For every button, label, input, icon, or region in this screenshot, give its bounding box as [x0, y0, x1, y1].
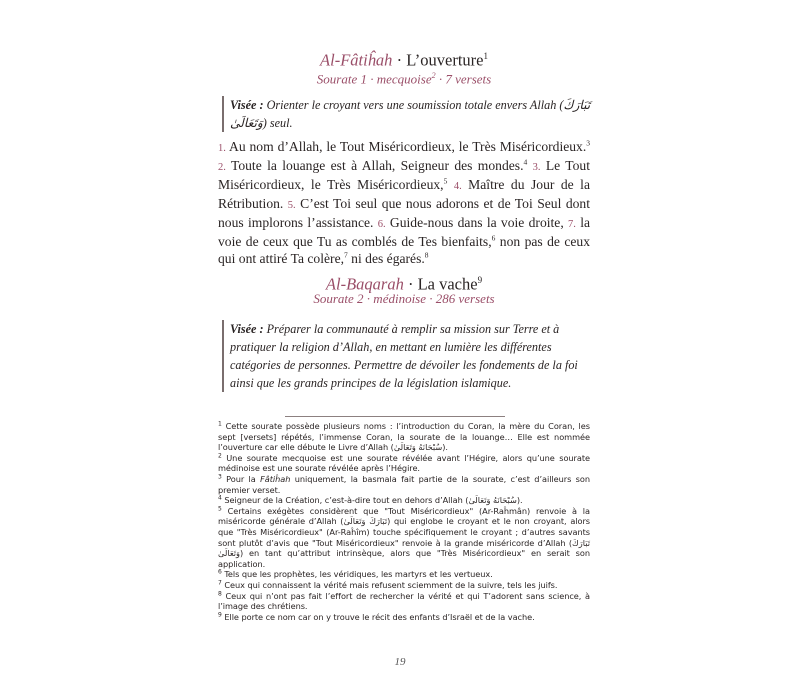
footnote-number: 3	[218, 473, 222, 481]
footnote-ref: 5	[443, 176, 448, 186]
verse-number: 5.	[287, 200, 296, 211]
footnote-text: Seigneur de la Création, c’est-à-dire tout en dehors d’Allah (سُبْحَانَهُ وَتَعَالَىٰ).	[224, 495, 523, 506]
footnote-text: Cette sourate possède plusieurs noms : l’introduction du Coran, la mère du Coran, les sept [versets] répétés, l’immense Coran, la sourate de la louange… Elle est nommée l’ouverture car elle débute le Livre d’Allah (سُبْحَانَهُ وَتَعَالَىٰ).	[218, 421, 590, 453]
footnotes	[218, 421, 590, 622]
surah-1-visee	[222, 96, 594, 132]
surah-1-transliteration: Al-Fâtiĥah	[320, 50, 393, 70]
title-separator: ·	[392, 50, 407, 70]
footnote-text: Elle porte ce nom car on y trouve le récit des enfants d’Israël et de la vache.	[224, 611, 535, 622]
footnote	[218, 591, 590, 612]
visee-label: Visée :	[230, 322, 264, 336]
verse-number: 4.	[453, 181, 462, 192]
verse-text: la voie de ceux que Tu as comblés de Tes bienfaits,	[218, 215, 591, 249]
verse-text: Maître du Jour de la Rétribution.	[218, 177, 590, 211]
verse-number: 1.	[218, 143, 226, 154]
verse-number: 7.	[568, 219, 576, 230]
footnote	[218, 495, 590, 506]
surah-1-subtitle	[218, 67, 590, 87]
surah-2-subtitle: Sourate 2 · médinoise · 286 versets	[313, 291, 495, 306]
footnote-text: Fâtiĥah	[260, 473, 291, 484]
surah-2-visee	[222, 320, 594, 392]
footnote	[218, 421, 590, 453]
footnote-text: Une sourate mecquoise est une sourate révélée avant l’Hégire, alors qu’une sourate médinoise est une sourate révélée après l’Hégire.	[218, 452, 590, 474]
footnote-number: 1	[218, 420, 222, 428]
footnote-number: 8	[218, 589, 222, 597]
footnote-number: 4	[218, 494, 222, 502]
footnote	[218, 580, 590, 591]
footnote	[218, 453, 590, 474]
surah-1-subtitle-b: · 7 versets	[435, 71, 492, 87]
footnote-divider	[285, 416, 505, 417]
verse-number: 6.	[377, 219, 386, 230]
verse-text: C’est Toi seul que nous adorons et de Toi Seul dont nous implorons l’assistance.	[218, 196, 590, 230]
footnote	[218, 474, 590, 495]
footnote-text: Certains exégètes considèrent que "Tout Miséricordieux" (Ar-Raĥmân) renvoie à la miséricorde générale d’Allah (تَبَارَكَ وَتَعَالَىٰ) qui englobe le croyant et le non croyant, alors que "Très Miséricordieux" (Ar-Raĥîm) touche spécifiquement le croyant ; d’autres savants sont plutôt d’avis que "Tout Miséricordieux" renvoie à la grande miséricorde d’Allah (تَبَارَكَ وَتَعَالَىٰ) en tant qu’attribut intrinsèque, alors que "Très Miséricordieux" en serait son application.	[218, 505, 590, 569]
verse-text: Le Tout Miséricordieux, le Très Miséricordieux,	[218, 158, 590, 192]
footnote-number: 2	[218, 452, 222, 460]
footnote-number: 9	[218, 610, 222, 618]
footnote-ref: 8	[424, 250, 429, 260]
verse-text: ni des égarés.	[351, 251, 425, 266]
verse-text: non pas de ceux qui ont attiré Ta colère,	[218, 234, 590, 266]
footnote	[218, 612, 590, 623]
verse-text: Guide-nous dans la voie droite,	[385, 215, 564, 230]
footnote-number: 5	[218, 505, 222, 513]
title-separator: ·	[403, 274, 418, 294]
surah-1-verses	[218, 138, 590, 267]
surah-2-french-title: La vache	[417, 274, 478, 294]
visee-label: Visée :	[230, 98, 264, 112]
footnote-number: 6	[218, 568, 222, 576]
footnote-ref: 3	[586, 138, 590, 148]
footnote-ref: 1	[483, 51, 488, 61]
verse-text: Toute la louange est à Allah, Seigneur des mondes.	[225, 158, 524, 173]
verse-number: 2.	[218, 162, 226, 173]
footnote	[218, 569, 590, 580]
surah-1-subtitle-a: Sourate 1 · mecquoise	[316, 71, 432, 87]
footnote-ref: 7	[344, 250, 348, 260]
surah-1-french-title: L’ouverture	[406, 50, 484, 70]
visee-text: Orienter le croyant vers une soumission totale envers Allah (تَبَارَكَ وَتَعَالَىٰ) seul.	[230, 98, 591, 130]
footnote-text: uniquement, la basmala fait partie de la sourate, c’est d’ailleurs son premier verset.	[218, 473, 590, 495]
footnote-ref: 2	[431, 71, 436, 80]
footnote-text: Pour la	[226, 473, 261, 484]
footnote-ref: 6	[491, 233, 496, 243]
visee-text: Préparer la communauté à remplir sa mission sur Terre et à pratiquer la religion d’Allah, en mettant en lumière les différentes catégories de personnes. Permettre de dévoiler les fondements de la foi ainsi que les grands principes de la législation islamique.	[230, 322, 578, 390]
footnote-text: Ceux qui n’ont pas fait l’effort de rechercher la vérité et qui T’adorent sans science, à l’image des chrétiens.	[218, 590, 590, 612]
surah-2-transliteration: Al-Baqarah	[325, 274, 404, 294]
footnote-text: Tels que les prophètes, les véridiques, les martyrs et les vertueux.	[224, 569, 493, 580]
footnote-ref: 9	[477, 275, 483, 285]
footnote-ref: 4	[523, 157, 528, 167]
verse-number: 3.	[532, 162, 541, 173]
verse-text: Au nom d’Allah, le Tout Miséricordieux, le Très Miséricordieux.	[225, 139, 587, 154]
page-number: 19	[394, 656, 406, 668]
footnote	[218, 506, 590, 570]
footnote-text: Ceux qui connaissent la vérité mais refusent sciemment de la suivre, tels les juifs.	[224, 579, 558, 590]
footnote-number: 7	[218, 579, 222, 587]
